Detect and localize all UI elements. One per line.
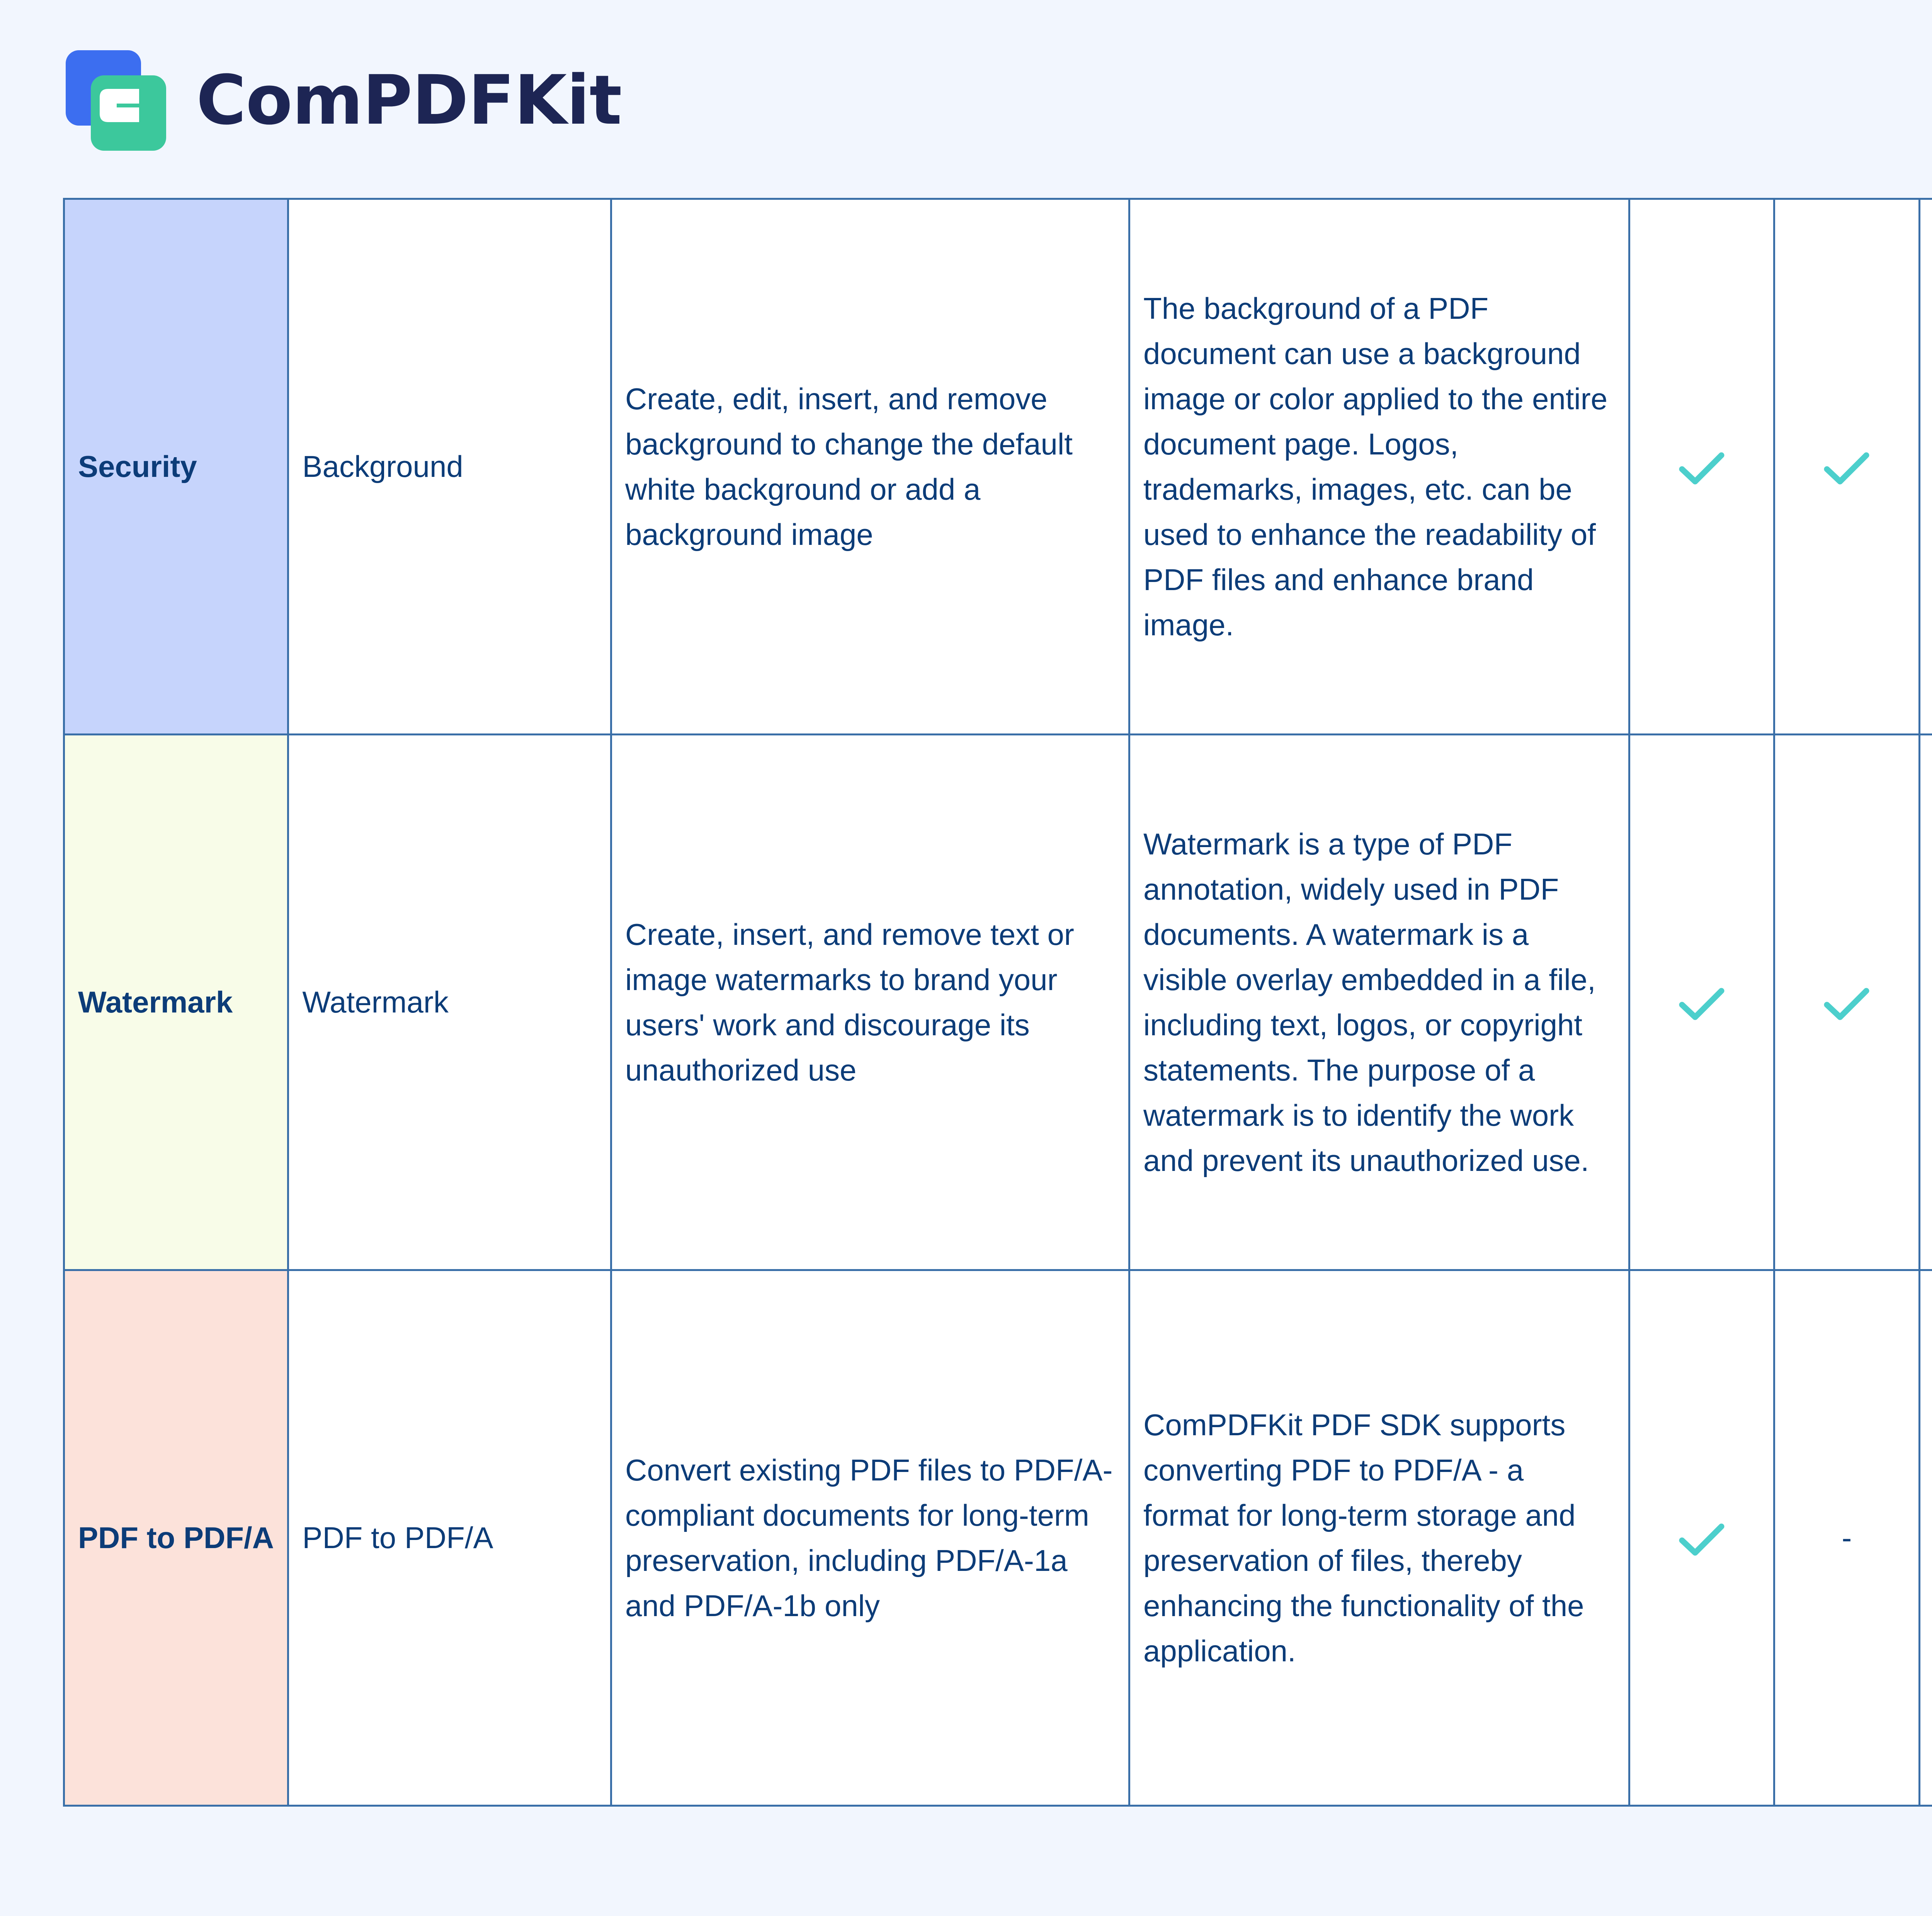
feature-table (63, 198, 1932, 1807)
table-row-pdf-to-pdfa (64, 1270, 1932, 1806)
checkmark-icon (1824, 985, 1869, 1019)
checkmark-icon (1679, 449, 1725, 483)
support-cell (1919, 199, 1932, 735)
support-cell (1629, 735, 1774, 1270)
feature-cell: Watermark (288, 735, 611, 1270)
support-cell (1629, 199, 1774, 735)
checkmark-icon (1824, 449, 1869, 483)
category-cell: Security (64, 199, 288, 735)
description-cell: Create, insert, and remove text or image watermarks to brand your users' work and discourage its unauthorized use (611, 735, 1129, 1270)
category-cell: Watermark (64, 735, 288, 1270)
table-row-watermark (64, 735, 1932, 1270)
category-cell: PDF to PDF/A (64, 1270, 288, 1806)
support-cell (1774, 735, 1919, 1270)
description-cell: Create, edit, insert, and remove background to change the default white background or add a background image (611, 199, 1129, 735)
compdfkit-logo-icon (66, 50, 166, 151)
details-cell: Watermark is a type of PDF annotation, widely used in PDF documents. A watermark is a visible overlay embedded in a file, including text, logos, or copyright statements. The purpose of a watermark is to identify the work and prevent its unauthorized use. (1129, 735, 1629, 1270)
table-row-security (64, 199, 1932, 735)
brand-name: ComPDFKit (196, 61, 622, 140)
support-cell (1629, 1270, 1774, 1806)
header (66, 50, 622, 151)
unsupported-dash: - (1842, 1521, 1852, 1555)
support-cell (1919, 1270, 1932, 1806)
details-cell: ComPDFKit PDF SDK supports converting PDF to PDF/A - a format for long-term storage and preservation of files, thereby enhancing the functionality of the application. (1129, 1270, 1629, 1806)
feature-cell: Background (288, 199, 611, 735)
checkmark-icon (1679, 1521, 1725, 1555)
support-cell (1774, 199, 1919, 735)
description-cell: Convert existing PDF files to PDF/A-compliant documents for long-term preservation, including PDF/A-1a and PDF/A-1b only (611, 1270, 1129, 1806)
support-cell (1919, 735, 1932, 1270)
checkmark-icon (1679, 985, 1725, 1019)
feature-cell: PDF to PDF/A (288, 1270, 611, 1806)
details-cell: The background of a PDF document can use a background image or color applied to the entire document page. Logos, trademarks, images, etc. can be used to enhance the readability of PDF files and enhance brand image. (1129, 199, 1629, 735)
support-cell (1774, 1270, 1919, 1806)
